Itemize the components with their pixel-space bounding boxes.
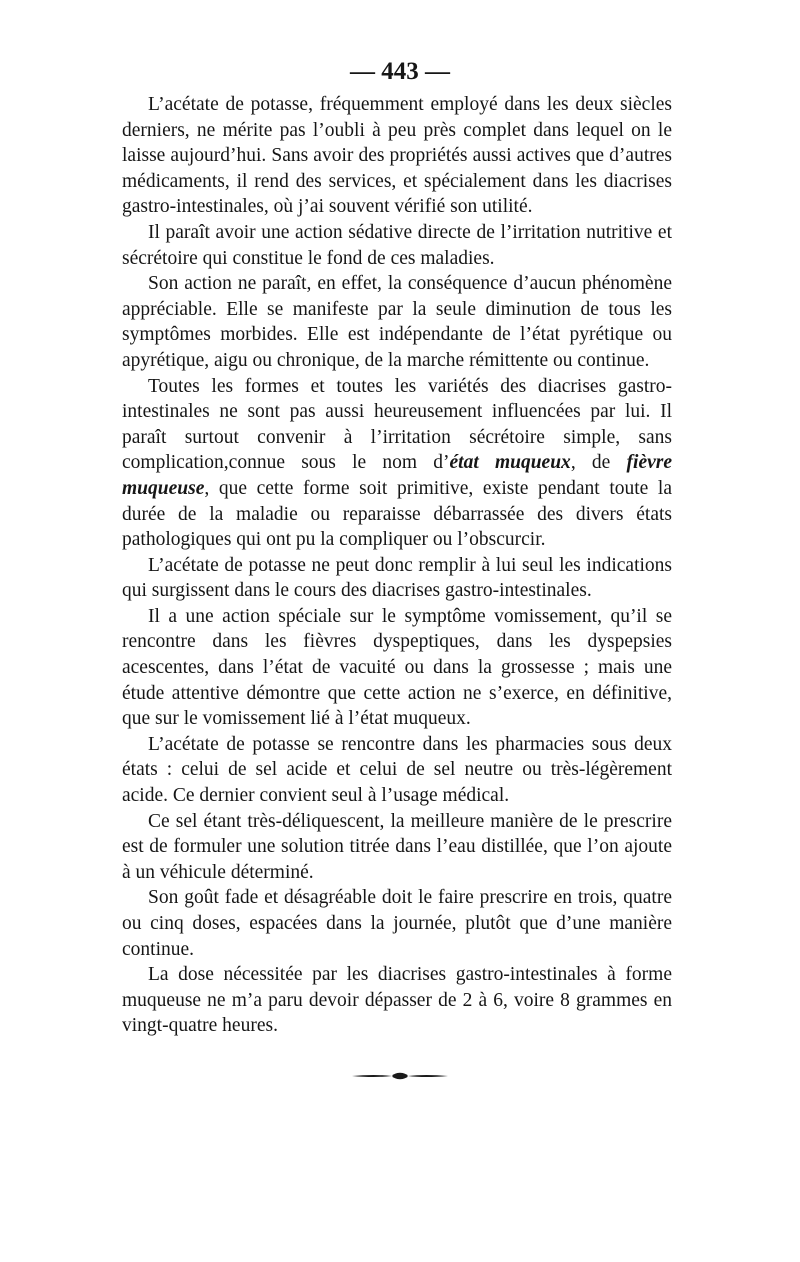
paragraph: L’acétate de potasse ne peut donc remplir à lui seul les indications qui surgissent dans le cours des diacrises gastro-intestinales. <box>122 554 672 602</box>
paragraph: L’acétate de potasse se rencontre dans les pharmacies sous deux états : celui de sel acide et celui de sel neutre ou très-légèrement acide. Ce dernier convient seul à l’usage médical. <box>122 733 672 807</box>
paragraph: Ce sel étant très-déliquescent, la meilleure manière de le prescrire est de formuler une solution titrée dans l’eau distillée, que l’on ajoute à un véhicule déterminé. <box>122 810 672 883</box>
page-number: — 443 — <box>350 58 450 85</box>
paragraph: Il paraît avoir une action sédative directe de l’irritation nutritive et sécrétoire qui constitue le fond de ces maladies. <box>122 221 672 269</box>
paragraph <box>122 374 672 553</box>
paragraph-text: , de <box>570 452 627 474</box>
paragraph-text: , que cette forme soit primitive, existe pendant toute la durée de la maladie ou reparaisse débarrassée des divers états pathologiques qui ont pu la compliquer ou l’obscurcir. <box>122 477 672 551</box>
italic-term: état muqueux <box>449 452 571 474</box>
body-text <box>122 92 672 1039</box>
paragraph: Il a une action spéciale sur le symptôme vomissement, qu’il se rencontre dans les fièvres dyspeptiques, dans les dyspepsies acescentes, dans l’état de vacuité ou dans la grossesse ; mais une étude attentive démontre que cette action ne s’exerce, en définitive, que sur le vomissement lié à l’état muqueux. <box>122 605 672 730</box>
paragraph: Son goût fade et désagréable doit le faire prescrire en trois, quatre ou cinq doses, espacées dans la journée, plutôt que d’une manière continue. <box>122 887 672 960</box>
italic-term: fièvre muqueuse <box>122 452 672 499</box>
paragraph-text: Toutes les formes et toutes les variétés des diacrises gastro-intestinales ne sont pas aussi heureusement influencées par lui. Il paraît surtout convenir à l’irritation sécrétoire simple, sans complication,connue sous le nom d’ <box>122 375 672 474</box>
paragraph: L’acétate de potasse, fréquemment employé dans les deux siècles derniers, ne mérite pas l’oubli à peu près complet dans lequel on le laisse aujourd’hui. Sans avoir des propriétés aussi actives que d’autres médicaments, il rend des services, et spécialement dans les diacrises gastro-intestinales, où j’ai souvent vérifié son utilité. <box>122 94 672 218</box>
end-ornament <box>350 1071 450 1081</box>
paragraph: Son action ne paraît, en effet, la conséquence d’aucun phénomène appréciable. Elle se manifeste par la seule diminution de tous les symptômes morbides. Elle est indépendante de l’état pyrétique ou apyrétique, aigu ou chronique, de la marche rémittente ou continue. <box>122 273 672 371</box>
paragraph: La dose nécessitée par les diacrises gastro-intestinales à forme muqueuse ne m’a paru devoir dépasser de 2 à 6, voire 8 grammes en vingt-quatre heures. <box>122 964 672 1037</box>
